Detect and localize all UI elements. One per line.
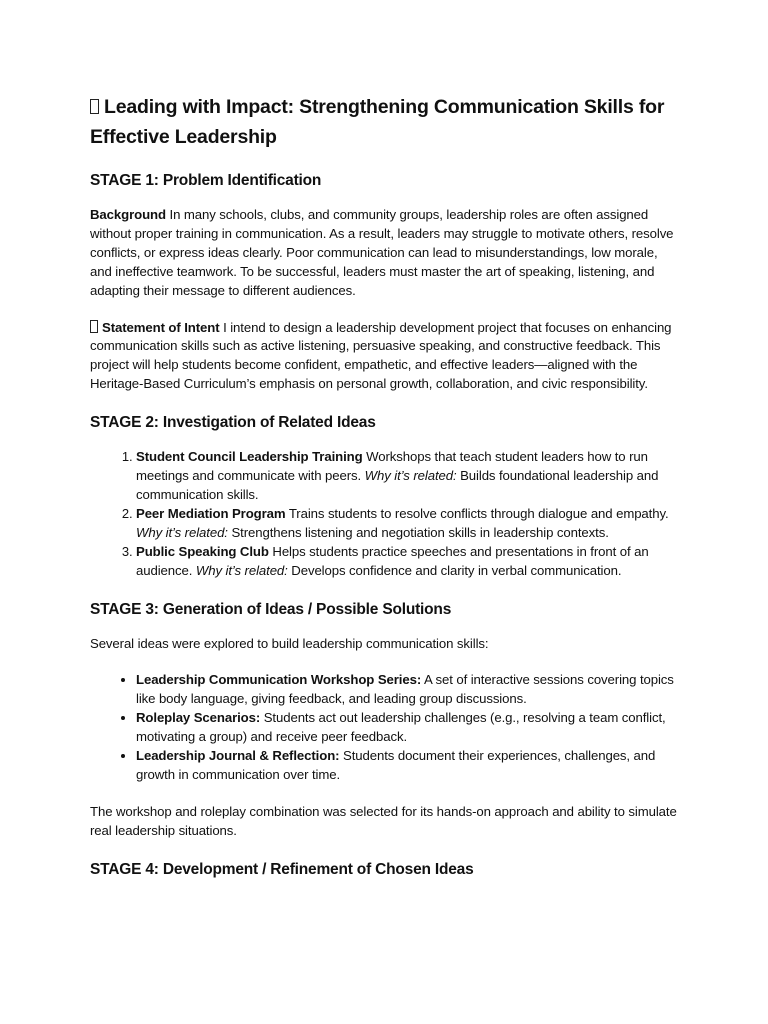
list-item	[136, 671, 678, 709]
list-item	[136, 747, 678, 785]
why-label: Why it’s related:	[364, 468, 457, 484]
intent-text: I intend to design a leadership development project that focuses on enhancing communication skills such as active listening, persuasive speaking, and constructive feedback. This project will help students become confident, empathetic, and effective leaders—aligned with the Heritage-Based Curriculum’s emphasis on personal growth, collaboration, and civic responsibility.	[90, 319, 672, 392]
stage3-intro: Several ideas were explored to build leadership communication skills:	[90, 635, 489, 651]
list-item	[136, 543, 678, 581]
stage4-heading: STAGE 4: Development / Refinement of Chosen Ideas	[90, 860, 474, 878]
missing-glyph-icon	[90, 320, 98, 333]
stage3-conclusion: The workshop and roleplay combination was selected for its hands-on approach and ability to simulate real leadership situations.	[90, 803, 677, 838]
item-description: Trains students to resolve conflicts through dialogue and empathy.	[285, 505, 669, 521]
list-item	[136, 709, 678, 747]
why-text: Develops confidence and clarity in verbal communication.	[287, 562, 622, 578]
missing-glyph-icon	[90, 99, 99, 114]
background-text: In many schools, clubs, and community groups, leadership roles are often assigned without proper training in communication. As a result, leaders may struggle to motivate others, resolve conflicts, or express ideas clearly. Poor communication can lead to misunderstandings, low morale, and ineffective teamwork. To be successful, leaders must master the art of speaking, listening, and adapting their message to different audiences.	[90, 207, 674, 298]
item-title: Leadership Communication Workshop Series:	[136, 672, 422, 688]
item-text: Students act out leadership challenges (e.g., resolving a team conflict, motivating a group) and receive peer feedback.	[136, 710, 666, 745]
document-title-text: Leading with Impact: Strengthening Communication Skills for Effective Leadership	[90, 96, 665, 148]
item-text: Students document their experiences, challenges, and growth in communication over time.	[136, 748, 656, 782]
item-title: Roleplay Scenarios:	[136, 710, 261, 726]
list-item	[136, 448, 678, 505]
why-text: Builds foundational leadership and communication skills.	[136, 468, 659, 502]
list-item	[136, 505, 678, 543]
background-label: Background	[90, 207, 166, 222]
item-description: Helps students practice speeches and presentations in front of an audience.	[136, 543, 649, 578]
stage3-heading: STAGE 3: Generation of Ideas / Possible Solutions	[90, 600, 452, 618]
item-title: Student Council Leadership Training	[136, 449, 363, 465]
related-ideas-list	[90, 448, 678, 580]
item-title: Public Speaking Club	[136, 543, 269, 559]
stage2-heading: STAGE 2: Investigation of Related Ideas	[90, 414, 376, 432]
why-text: Strengthens listening and negotiation skills in leadership contexts.	[227, 524, 609, 540]
item-title: Leadership Journal & Reflection:	[136, 748, 340, 764]
why-label: Why it’s related:	[195, 562, 288, 578]
item-description: Workshops that teach student leaders how to run meetings and communicate with peers.	[136, 449, 648, 484]
background-paragraph	[90, 206, 678, 301]
intent-label: Statement of Intent	[102, 319, 220, 335]
document-title	[90, 92, 678, 152]
item-text: A set of interactive sessions covering topics like body language, giving feedback, and leading group discussions.	[136, 672, 674, 707]
possible-solutions-list	[90, 671, 678, 784]
stage1-heading: STAGE 1: Problem Identification	[90, 172, 322, 189]
item-title: Peer Mediation Program	[136, 505, 286, 521]
why-label: Why it’s related:	[136, 524, 228, 540]
intent-paragraph	[90, 319, 678, 395]
